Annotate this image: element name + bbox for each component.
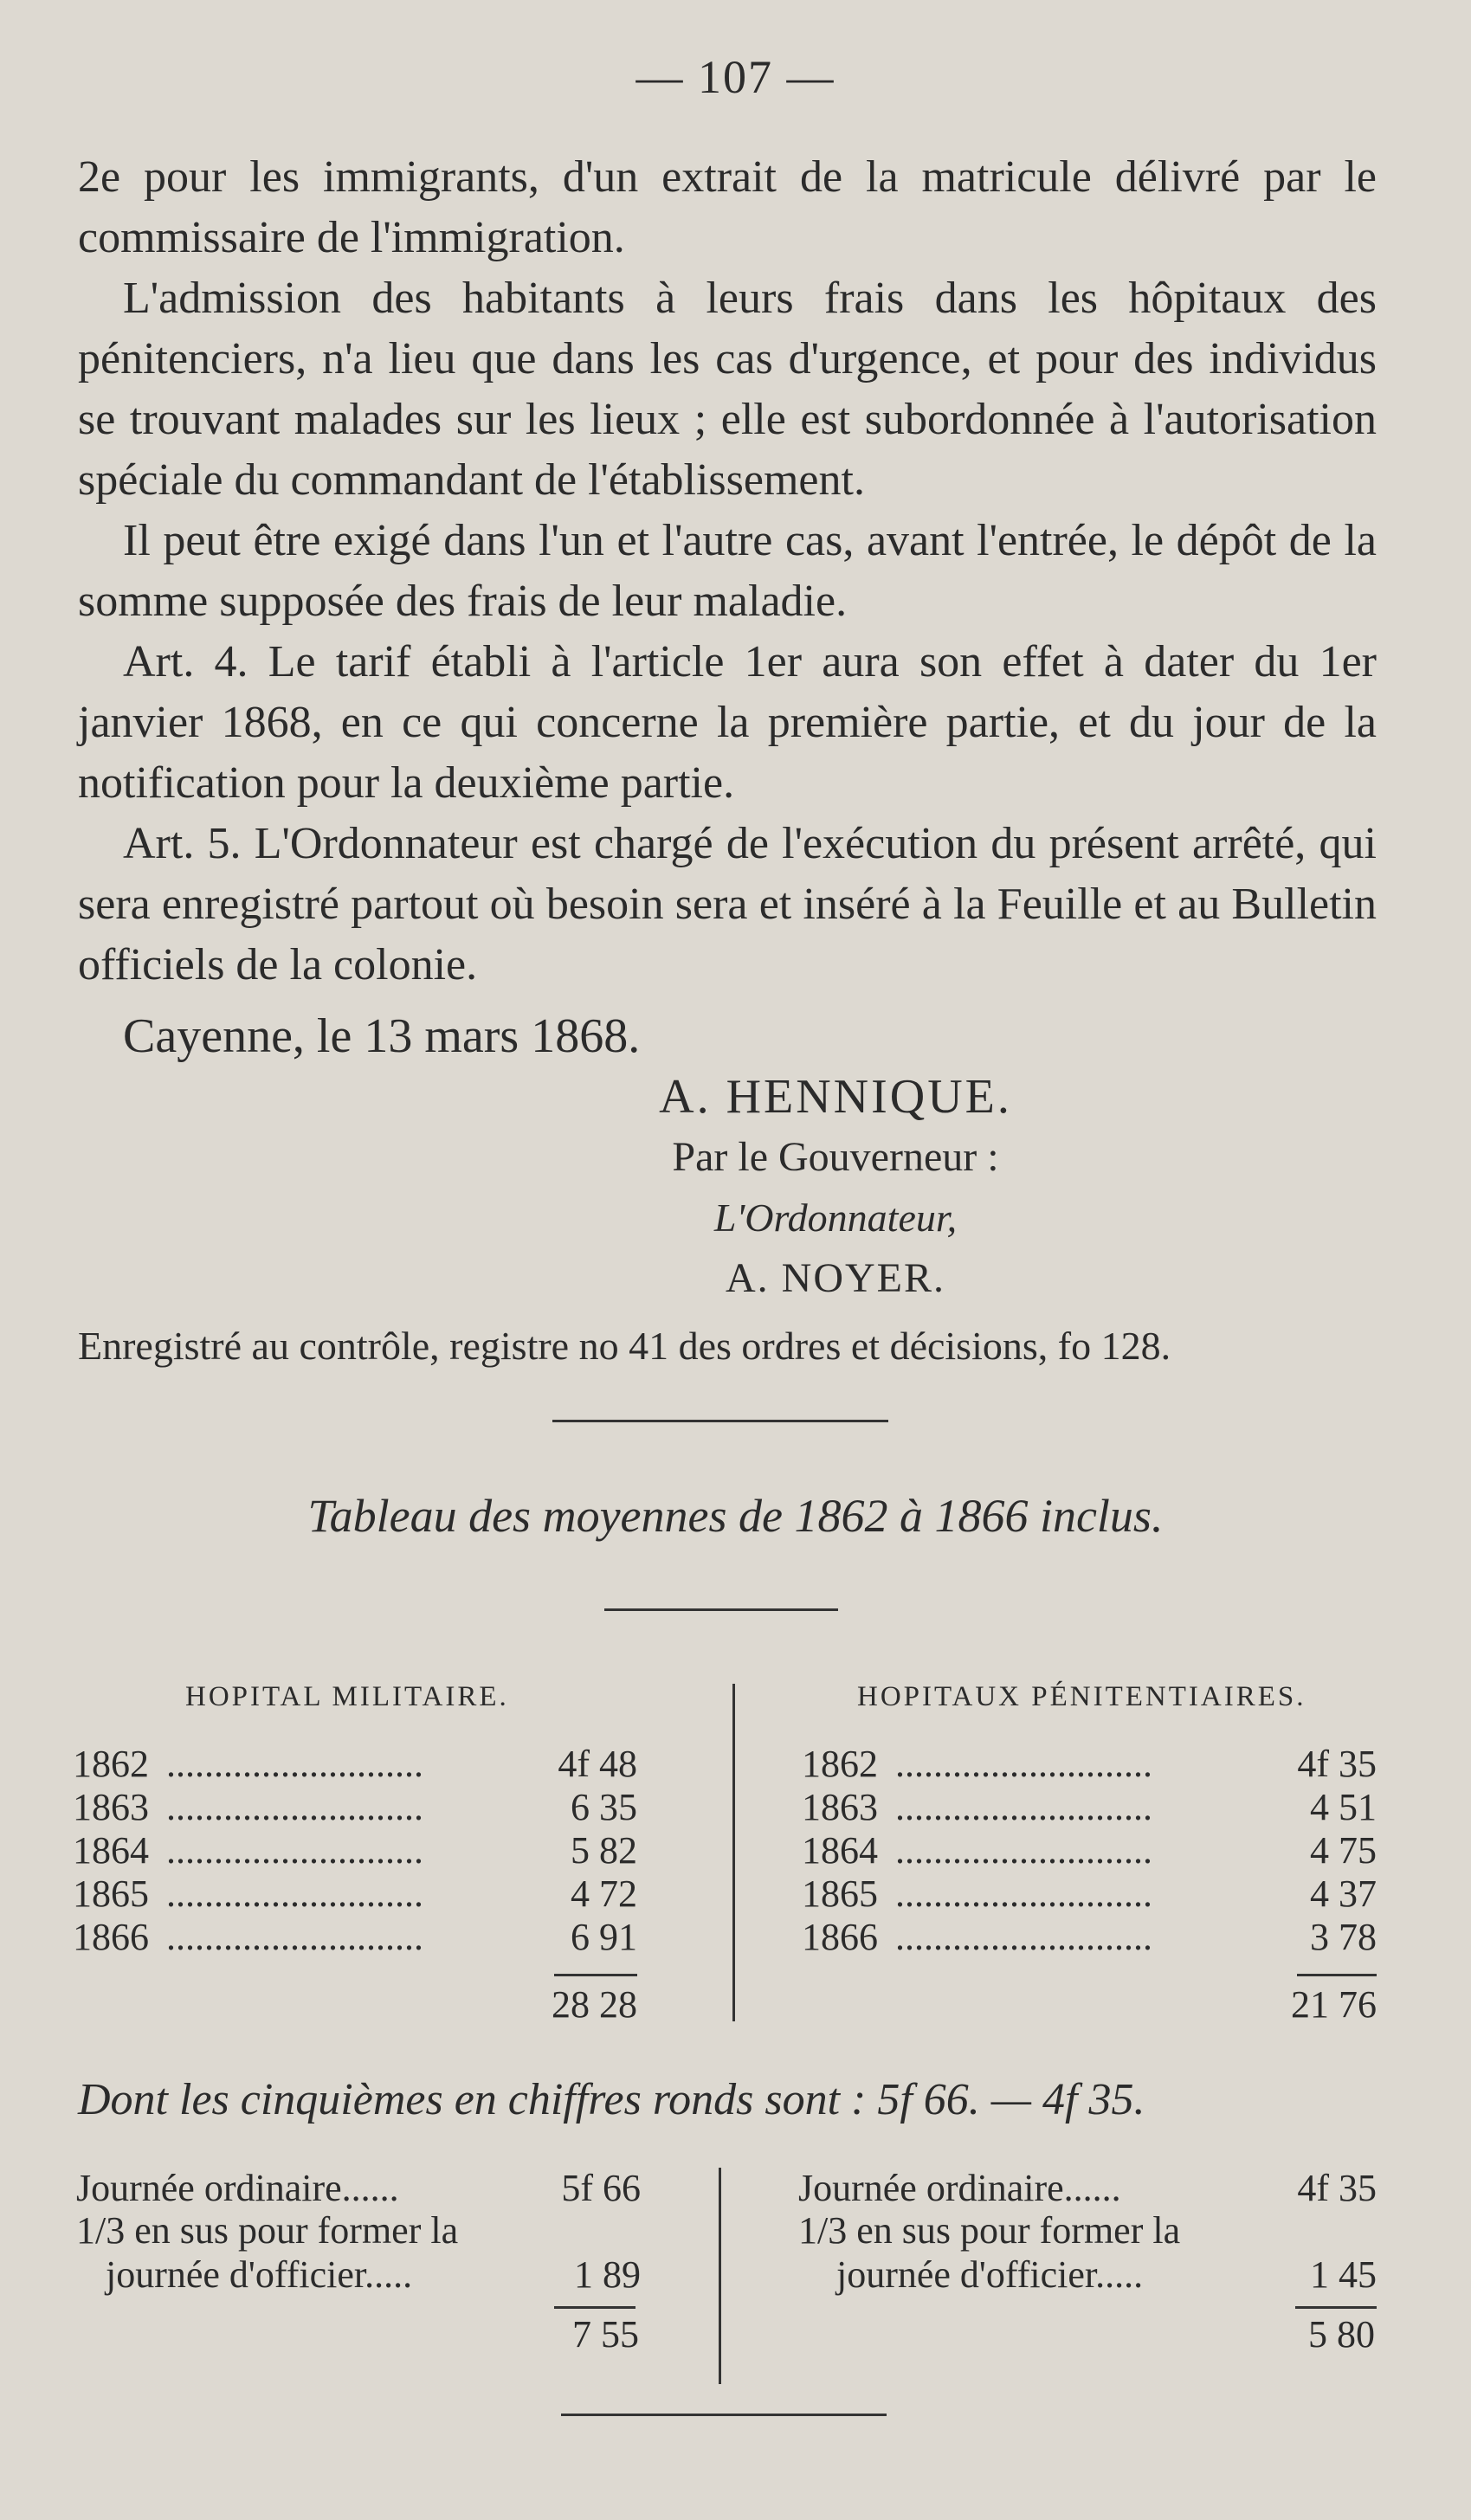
journee-left-total: 7 55 (572, 2313, 639, 2356)
value-cell: 6 35 (571, 1786, 637, 1828)
value-cell: 4 72 (571, 1872, 637, 1915)
value-cell: 4f 48 (558, 1743, 637, 1785)
label: journée d'officier (836, 2253, 1096, 2296)
leader-dots: ........................... (166, 1743, 423, 1785)
dateline: Cayenne, le 13 mars 1868. (123, 1009, 641, 1063)
journee-left-2: 1/3 en sus pour former la (76, 2209, 459, 2252)
sum-rule (554, 2306, 635, 2309)
leader-dots: ........................... (166, 1872, 423, 1915)
year-label: 1862 (73, 1743, 149, 1785)
value-cell: 4 37 (1310, 1872, 1377, 1915)
value-cell: 4 51 (1310, 1786, 1377, 1828)
leader-dots: ..... (365, 2253, 413, 2296)
paragraph: Il peut être exigé dans l'un et l'autre cas, avant l'entrée, le dépôt de la somme supposée des frais de leur maladie. (78, 516, 1377, 626)
year-label: 1864 (802, 1829, 878, 1872)
leader-dots: ..... (1095, 2253, 1144, 2296)
year-label: 1862 (802, 1743, 878, 1785)
journee-right-2: 1/3 en sus pour former la (798, 2209, 1181, 2252)
leader-dots: ........................... (895, 1743, 1152, 1785)
table-row (73, 1915, 637, 1960)
military-header: HOPITAL MILITAIRE. (185, 1681, 509, 1712)
governor-signature: A. HENNIQUE. (659, 1070, 1012, 1124)
table-title: Tableau des moyennes de 1862 à 1866 inclus. (307, 1490, 1164, 1542)
leader-dots: ........................... (166, 1916, 423, 1958)
year-label: 1865 (802, 1872, 878, 1915)
leader-dots: ........................... (895, 1786, 1152, 1828)
leader-dots: ........................... (166, 1829, 423, 1872)
journee-right-val3: 1 45 (1310, 2253, 1377, 2296)
year-label: 1865 (73, 1872, 149, 1915)
value-cell: 3 78 (1310, 1916, 1377, 1958)
year-label: 1863 (73, 1786, 149, 1828)
journee-right-1 (798, 2167, 1121, 2210)
registration-note: Enregistré au contrôle, registre no 41 des ordres et décisions, fo 128. (78, 1324, 1171, 1368)
ordonnateur-title: L'Ordonnateur, (713, 1196, 958, 1240)
table-row (73, 1872, 637, 1917)
leader-dots: ........................... (895, 1829, 1152, 1872)
table-row (802, 1742, 1377, 1787)
label: journée d'officier (106, 2253, 365, 2296)
decree-text (78, 147, 1377, 1376)
journee-right-total: 5 80 (1308, 2313, 1375, 2356)
journee-left-val3: 1 89 (574, 2253, 641, 2296)
paragraph: L'admission des habitants à leurs frais dans les hôpitaux des pénitenciers, n'a lieu que dans les cas d'urgence, et pour des individus se trouvant malades sur les lieux ; elle est subordonnée à l'autorisation spéciale du commandant de l'établissement. (78, 274, 1377, 505)
leader-dots: ........................... (895, 1872, 1152, 1915)
column-divider (719, 2168, 721, 2384)
column-divider (732, 1684, 735, 2021)
paragraph: Art. 5. L'Ordonnateur est chargé de l'exécution du présent arrêté, qui sera enregistré partout où besoin sera et inséré à la Feuille et au Bulletin officiels de la colonie. (78, 819, 1377, 989)
table-row (802, 1785, 1377, 1830)
journee-left-val1: 5f 66 (561, 2167, 641, 2209)
ordonnateur-signature: A. NOYER. (726, 1255, 945, 1301)
sum-rule (554, 1974, 637, 1976)
label: Journée ordinaire (798, 2167, 1064, 2209)
journee-right-val1: 4f 35 (1297, 2167, 1377, 2209)
divider (604, 1608, 838, 1611)
year-label: 1866 (73, 1916, 149, 1958)
year-label: 1863 (802, 1786, 878, 1828)
leader-dots: ...... (341, 2167, 399, 2209)
military-total: 28 28 (552, 1983, 637, 2026)
leader-dots: ........................... (166, 1786, 423, 1828)
journee-left-3 (106, 2253, 412, 2297)
divider (552, 1420, 888, 1422)
table-row (73, 1785, 637, 1830)
leader-dots: ...... (1063, 2167, 1121, 2209)
page-number: — 107 — (635, 51, 836, 103)
value-cell: 5 82 (571, 1829, 637, 1872)
sum-rule (1297, 1974, 1377, 1976)
penitentiary-header: HOPITAUX PÉNITENTIAIRES. (857, 1681, 1306, 1712)
value-cell: 4f 35 (1297, 1743, 1377, 1785)
label: Journée ordinaire (76, 2167, 342, 2209)
table-row (73, 1742, 637, 1787)
journee-left-1 (76, 2167, 399, 2210)
table-row (73, 1828, 637, 1873)
par-le-gouverneur: Par le Gouverneur : (672, 1134, 999, 1180)
table-row (802, 1872, 1377, 1917)
paragraph: 2e pour les immigrants, d'un extrait de la matricule délivré par le commissaire de l'immigration. (78, 152, 1377, 262)
penitentiary-total: 21 76 (1291, 1983, 1377, 2026)
value-cell: 6 91 (571, 1916, 637, 1958)
table-row (802, 1915, 1377, 1960)
sum-rule (1295, 2306, 1377, 2309)
paragraph: Art. 4. Le tarif établi à l'article 1er aura son effet à dater du 1er janvier 1868, en ce qui concerne la première partie, et du jour de la notification pour la deuxième partie. (78, 637, 1377, 808)
value-cell: 4 75 (1310, 1829, 1377, 1872)
divider (561, 2414, 887, 2416)
journee-right-3 (836, 2253, 1143, 2297)
leader-dots: ........................... (895, 1916, 1152, 1958)
year-label: 1866 (802, 1916, 878, 1958)
summary-line: Dont les cinquièmes en chiffres ronds sont : 5f 66. — 4f 35. (78, 2075, 1145, 2124)
table-row (802, 1828, 1377, 1873)
year-label: 1864 (73, 1829, 149, 1872)
